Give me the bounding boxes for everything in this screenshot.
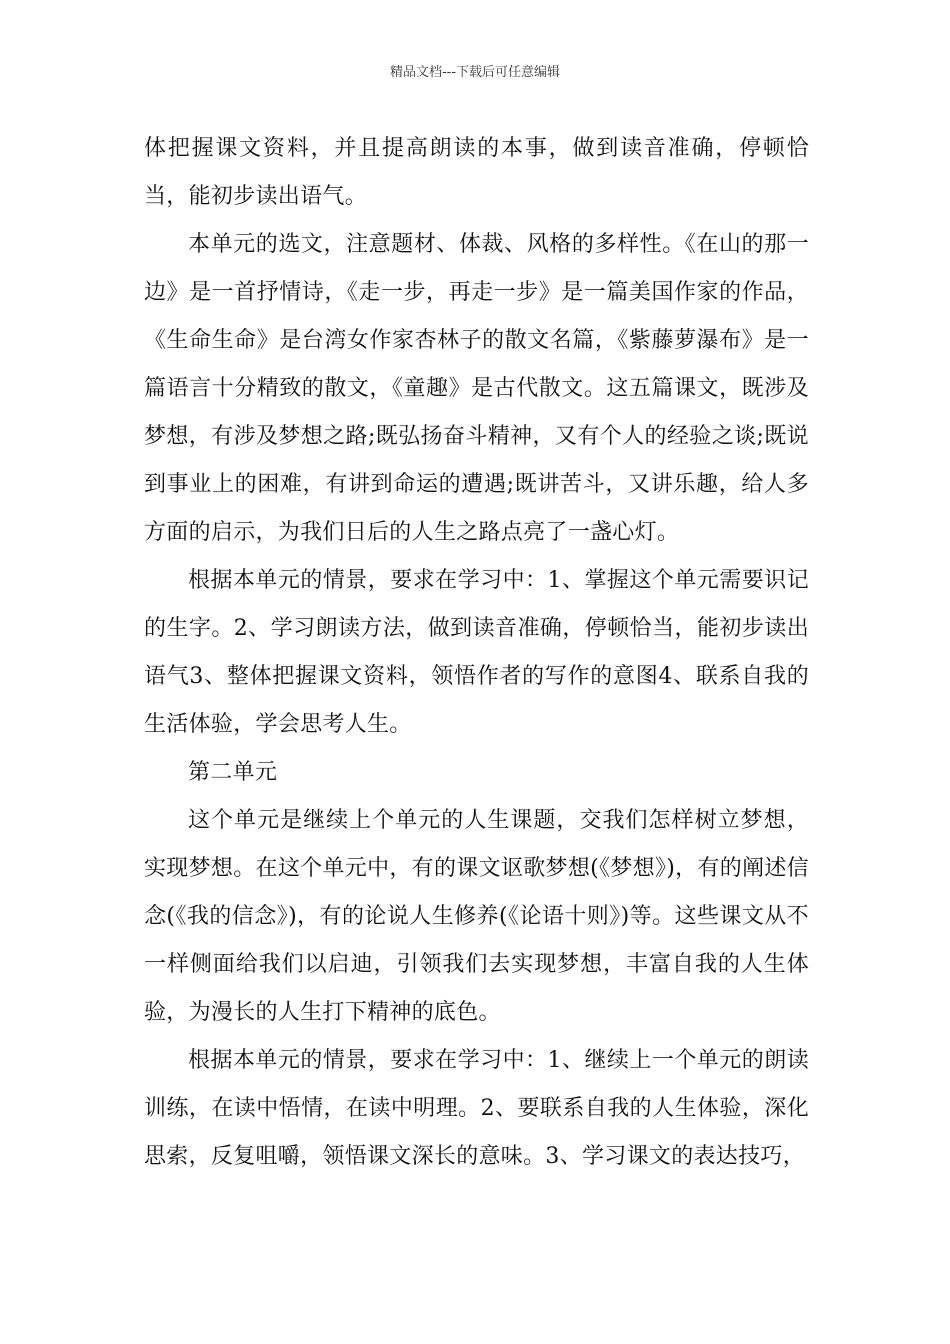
section-heading: 第二单元 [188, 760, 278, 785]
paragraph-3: 根据本单元的情景，要求在学习中：1、掌握这个单元需要识记的生字。2、学习朗读方法，做到读音准确，停顿恰当，能初步读出语气3、整体把握课文资料，领悟作者的写作的意图4、联系自我的生活体验，学会思考人生。 [144, 568, 809, 737]
document-body [144, 125, 809, 1181]
page-header: 精品文档---下载后可任意编辑 [389, 65, 561, 80]
paragraph-5: 根据本单元的情景，要求在学习中：1、继续上一个单元的朗读训练，在读中悟情，在读中明理。2、要联系自我的人生体验，深化思索，反复咀嚼，领悟课文深长的意味。3、学习课文的表达技巧， [144, 1048, 809, 1169]
paragraph-1: 体把握课文资料，并且提高朗读的本事，做到读音准确，停顿恰当，能初步读出语气。 [144, 136, 809, 209]
paragraph-2: 本单元的选文，注意题材、体裁、风格的多样性。《在山的那一边》是一首抒情诗，《走一步，再走一步》是一篇美国作家的作品，《生命生命》是台湾女作家杏林子的散文名篇，《紫藤萝瀑布》是一篇语言十分精致的散文，《童趣》是古代散文。这五篇课文，既涉及梦想，有涉及梦想之路;既弘扬奋斗精神，又有个人的经验之谈;既说到事业上的困难，有讲到命运的遭遇;既讲苦斗，又讲乐趣，给人多方面的启示，为我们日后的人生之路点亮了一盏心灯。 [144, 232, 809, 545]
paragraph-4: 这个单元是继续上个单元的人生课题，交我们怎样树立梦想，实现梦想。在这个单元中，有的课文讴歌梦想(《梦想》)，有的阐述信念(《我的信念》)，有的论说人生修养(《论语十则》)等。这些课文从不一样侧面给我们以启迪，引领我们去实现梦想，丰富自我的人生体验，为漫长的人生打下精神的底色。 [144, 808, 809, 1025]
